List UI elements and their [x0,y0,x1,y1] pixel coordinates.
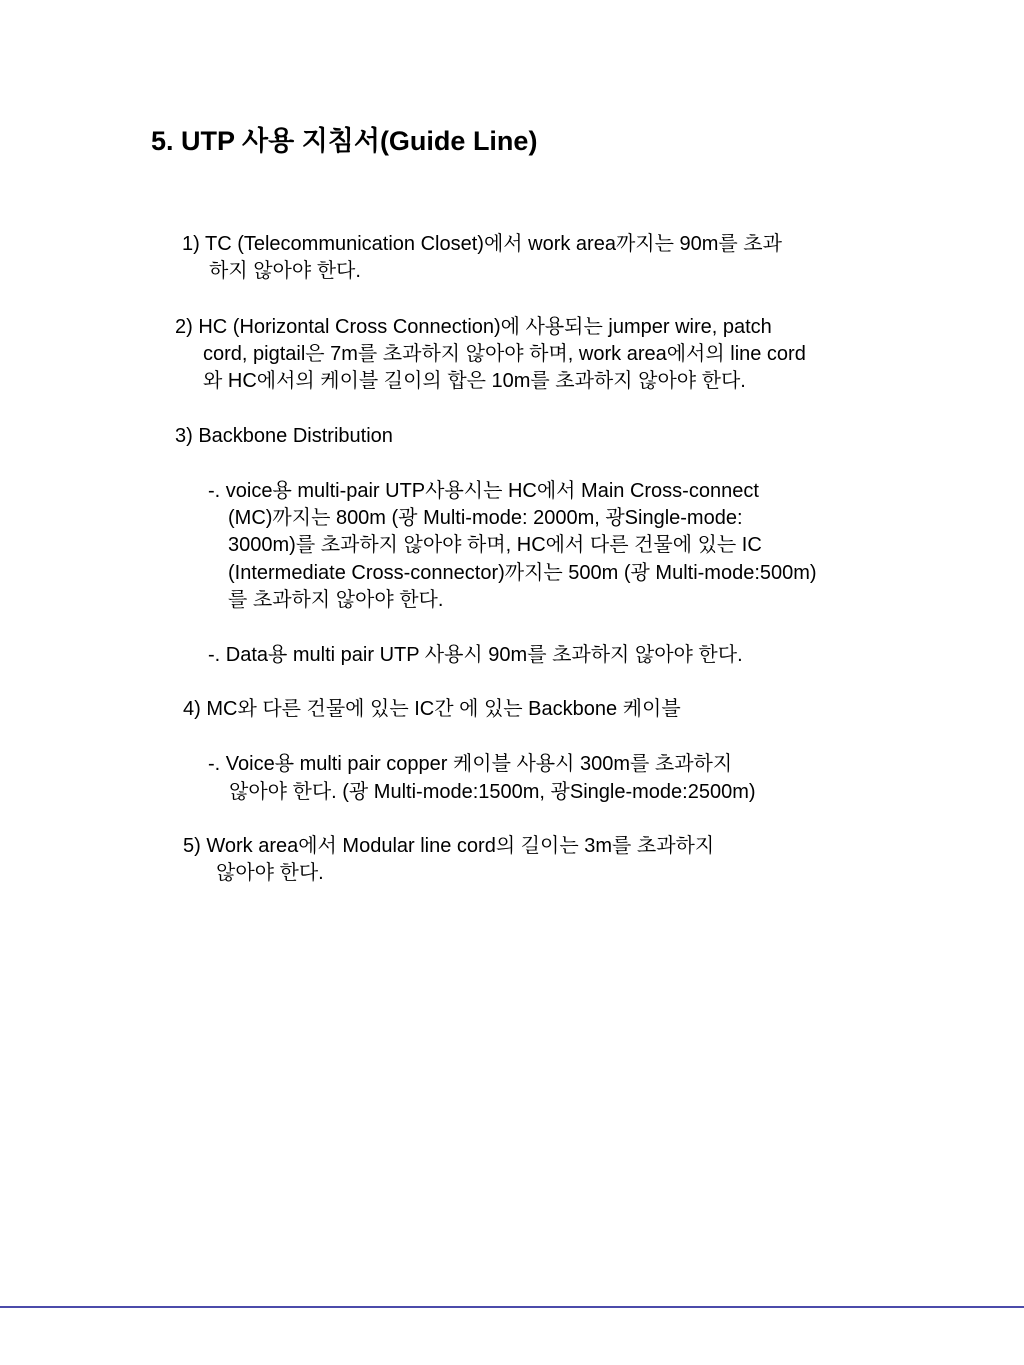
subitem-line: (Intermediate Cross-connector)까지는 500m (광 Multi-mode:500m) [228,562,817,584]
guideline-item-4-heading: 4) MC와 다른 건물에 있는 IC간 에 있는 Backbone 케이블 [183,698,681,720]
subitem-line: (MC)까지는 800m (광 Multi-mode: 2000m, 광Single-mode: [228,507,743,529]
guideline-item-5-line-1: 5) Work area에서 Modular line cord의 길이는 3m를 초과하지 [183,835,715,857]
subitem-line: -. voice용 multi-pair UTP사용시는 HC에서 Main Cross-connect [208,480,759,502]
guideline-item-1-line-2: 하지 않아야 한다. [209,260,361,282]
guideline-item-2-line-1: 2) HC (Horizontal Cross Connection)에 사용되는 jumper wire, patch [175,316,772,338]
subitem-line: -. Data용 multi pair UTP 사용시 90m를 초과하지 않아야 한다. [208,644,743,666]
guideline-item-3-heading: 3) Backbone Distribution [175,425,393,447]
footer-divider [0,1306,1024,1308]
guideline-item-2-line-3: 와 HC에서의 케이블 길이의 합은 10m를 초과하지 않아야 한다. [203,370,746,392]
subitem-line: 않아야 한다. (광 Multi-mode:1500m, 광Single-mode:2500m) [229,781,756,803]
subitem-line: 3000m)를 초과하지 않아야 하며, HC에서 다른 건물에 있는 IC [228,534,762,556]
page-title: 5. UTP 사용 지침서(Guide Line) [151,126,538,156]
subitem-line: 를 초과하지 않아야 한다. [228,589,444,611]
guideline-item-1-line-1: 1) TC (Telecommunication Closet)에서 work area까지는 90m를 초과 [182,233,782,255]
subitem-line: -. Voice용 multi pair copper 케이블 사용시 300m를 초과하지 [208,753,733,775]
guideline-item-5-line-2: 않아야 한다. [216,862,324,884]
guideline-item-2-line-2: cord, pigtail은 7m를 초과하지 않아야 하며, work area에서의 line cord [203,343,806,365]
